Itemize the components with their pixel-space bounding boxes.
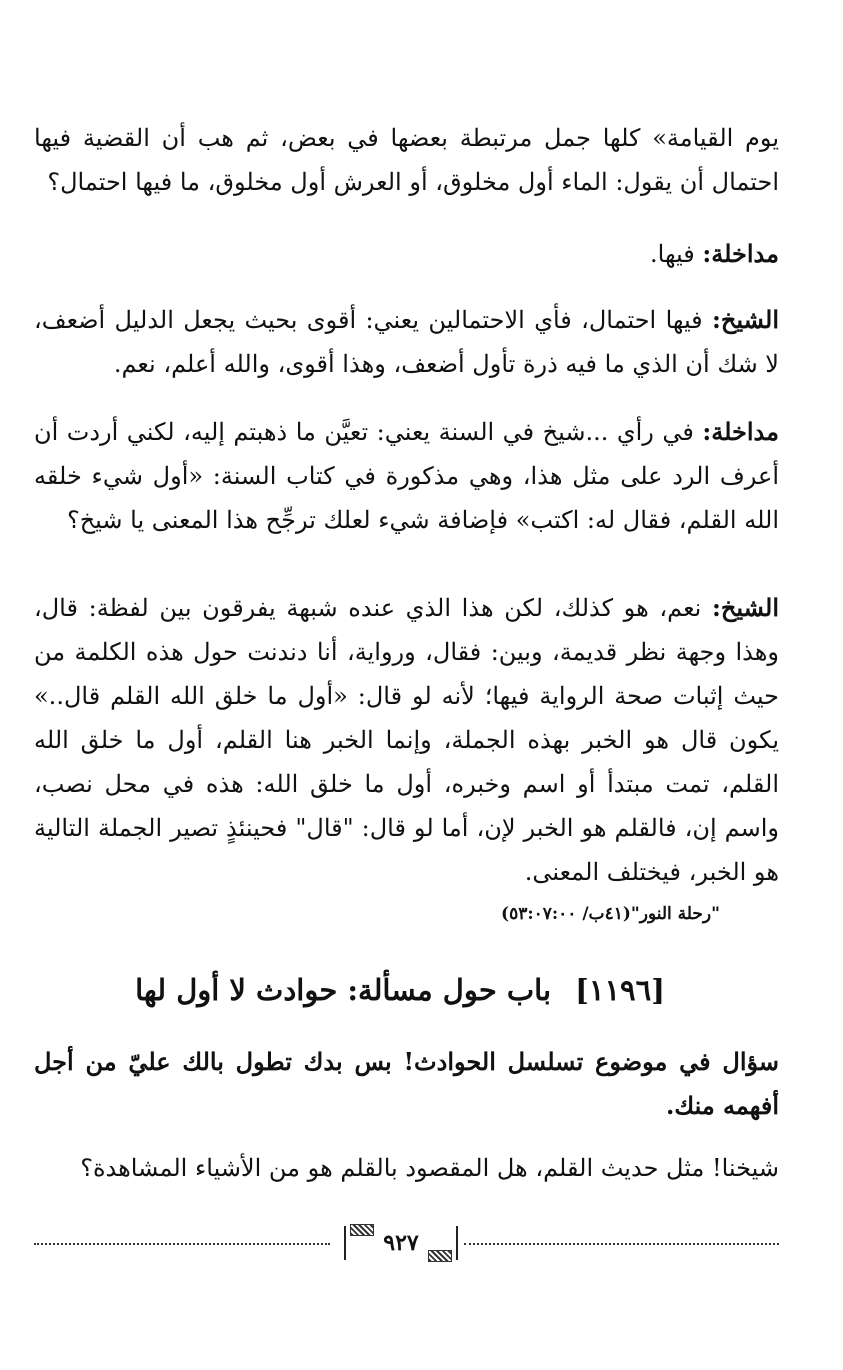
ornament-icon <box>350 1224 374 1236</box>
page-number-frame <box>344 1226 458 1260</box>
paragraph-text: فيها احتمال، فأي الاحتمالين يعني: أقوى بحيث يجعل الدليل أضعف، لا شك أن الذي ما فيه ذرة تأول أضعف، وهذا أقوى، والله أعلم، نعم. <box>34 306 779 378</box>
question-paragraph <box>34 1040 779 1128</box>
paragraph-interjection-1 <box>34 232 779 276</box>
ornament-icon <box>428 1250 452 1262</box>
paragraph-text: فيها. <box>650 240 695 268</box>
paragraph-sheikh-1 <box>34 298 779 386</box>
chapter-heading <box>60 968 740 1012</box>
footer-divider-right <box>464 1243 779 1245</box>
chapter-title: باب حول مسألة: حوادث لا أول لها <box>135 973 552 1007</box>
paragraph-sheikh-2 <box>34 586 779 894</box>
speaker-label: مداخلة: <box>702 417 779 446</box>
paragraph-text: نعم، هو كذلك، لكن هذا الذي عنده شبهة يفرقون بين لفظة: قال، وهذا وجهة نظر قديمة، وبين: فقال، ورواية، أنا دندنت حول هذه الكلمة من حيث إثبات صحة الرواية فيها؛ لأنه لو قال: «أول ما خلق الله القلم قال..» يكون قال هو الخبر بهذه الجملة، وإنما الخبر هنا القلم، أول ما خلق الله القلم، تمت مبتدأ أو اسم وخبره، أول ما خلق الله: هذه في محل نصب، واسم إن، فالقلم هو الخبر لإن، أما لو قال: "قال" فحينئذٍ تصير الجملة التالية هو الخبر، فيختلف المعنى. <box>34 594 779 886</box>
speaker-label: الشيخ: <box>712 593 779 622</box>
paragraph-text: في رأي ...شيخ في السنة يعني: تعيَّن ما ذهبتم إليه، لكني أردت أن أعرف الرد على مثل هذا، وهي مذكورة في كتاب السنة: «أول شيء خلقه الله القلم، فقال له: اكتب» فإضافة شيء لعلك ترجِّح هذا المعنى يا شيخ؟ <box>34 418 779 534</box>
paragraph-text: يوم القيامة» كلها جمل مرتبطة بعضها في بعض، ثم هب أن القضية فيها احتمال أن يقول: الماء أول مخلوق، أو العرش أول مخلوق، ما فيها احتمال؟ <box>34 124 779 196</box>
speaker-label: الشيخ: <box>712 305 779 334</box>
paragraph-interjection-2 <box>34 410 779 542</box>
footer-divider-left <box>34 1243 330 1245</box>
speaker-label: مداخلة: <box>702 239 779 268</box>
page-number: ٩٢٧ <box>383 1230 419 1256</box>
page-footer <box>34 1224 779 1264</box>
paragraph-continuation <box>34 116 779 204</box>
question-text: شيخنا! مثل حديث القلم، هل المقصود بالقلم هو من الأشياء المشاهدة؟ <box>80 1154 779 1182</box>
chapter-number: [١١٩٦] <box>575 973 665 1007</box>
source-reference: "رحلة النور"(٤١ب/ ٥٣:٠٧:٠٠) <box>501 904 720 924</box>
question-followup <box>34 1146 779 1190</box>
question-text: سؤال في موضوع تسلسل الحوادث! بس بدك تطول بالك عليّ من أجل أفهمه منك. <box>34 1047 779 1120</box>
